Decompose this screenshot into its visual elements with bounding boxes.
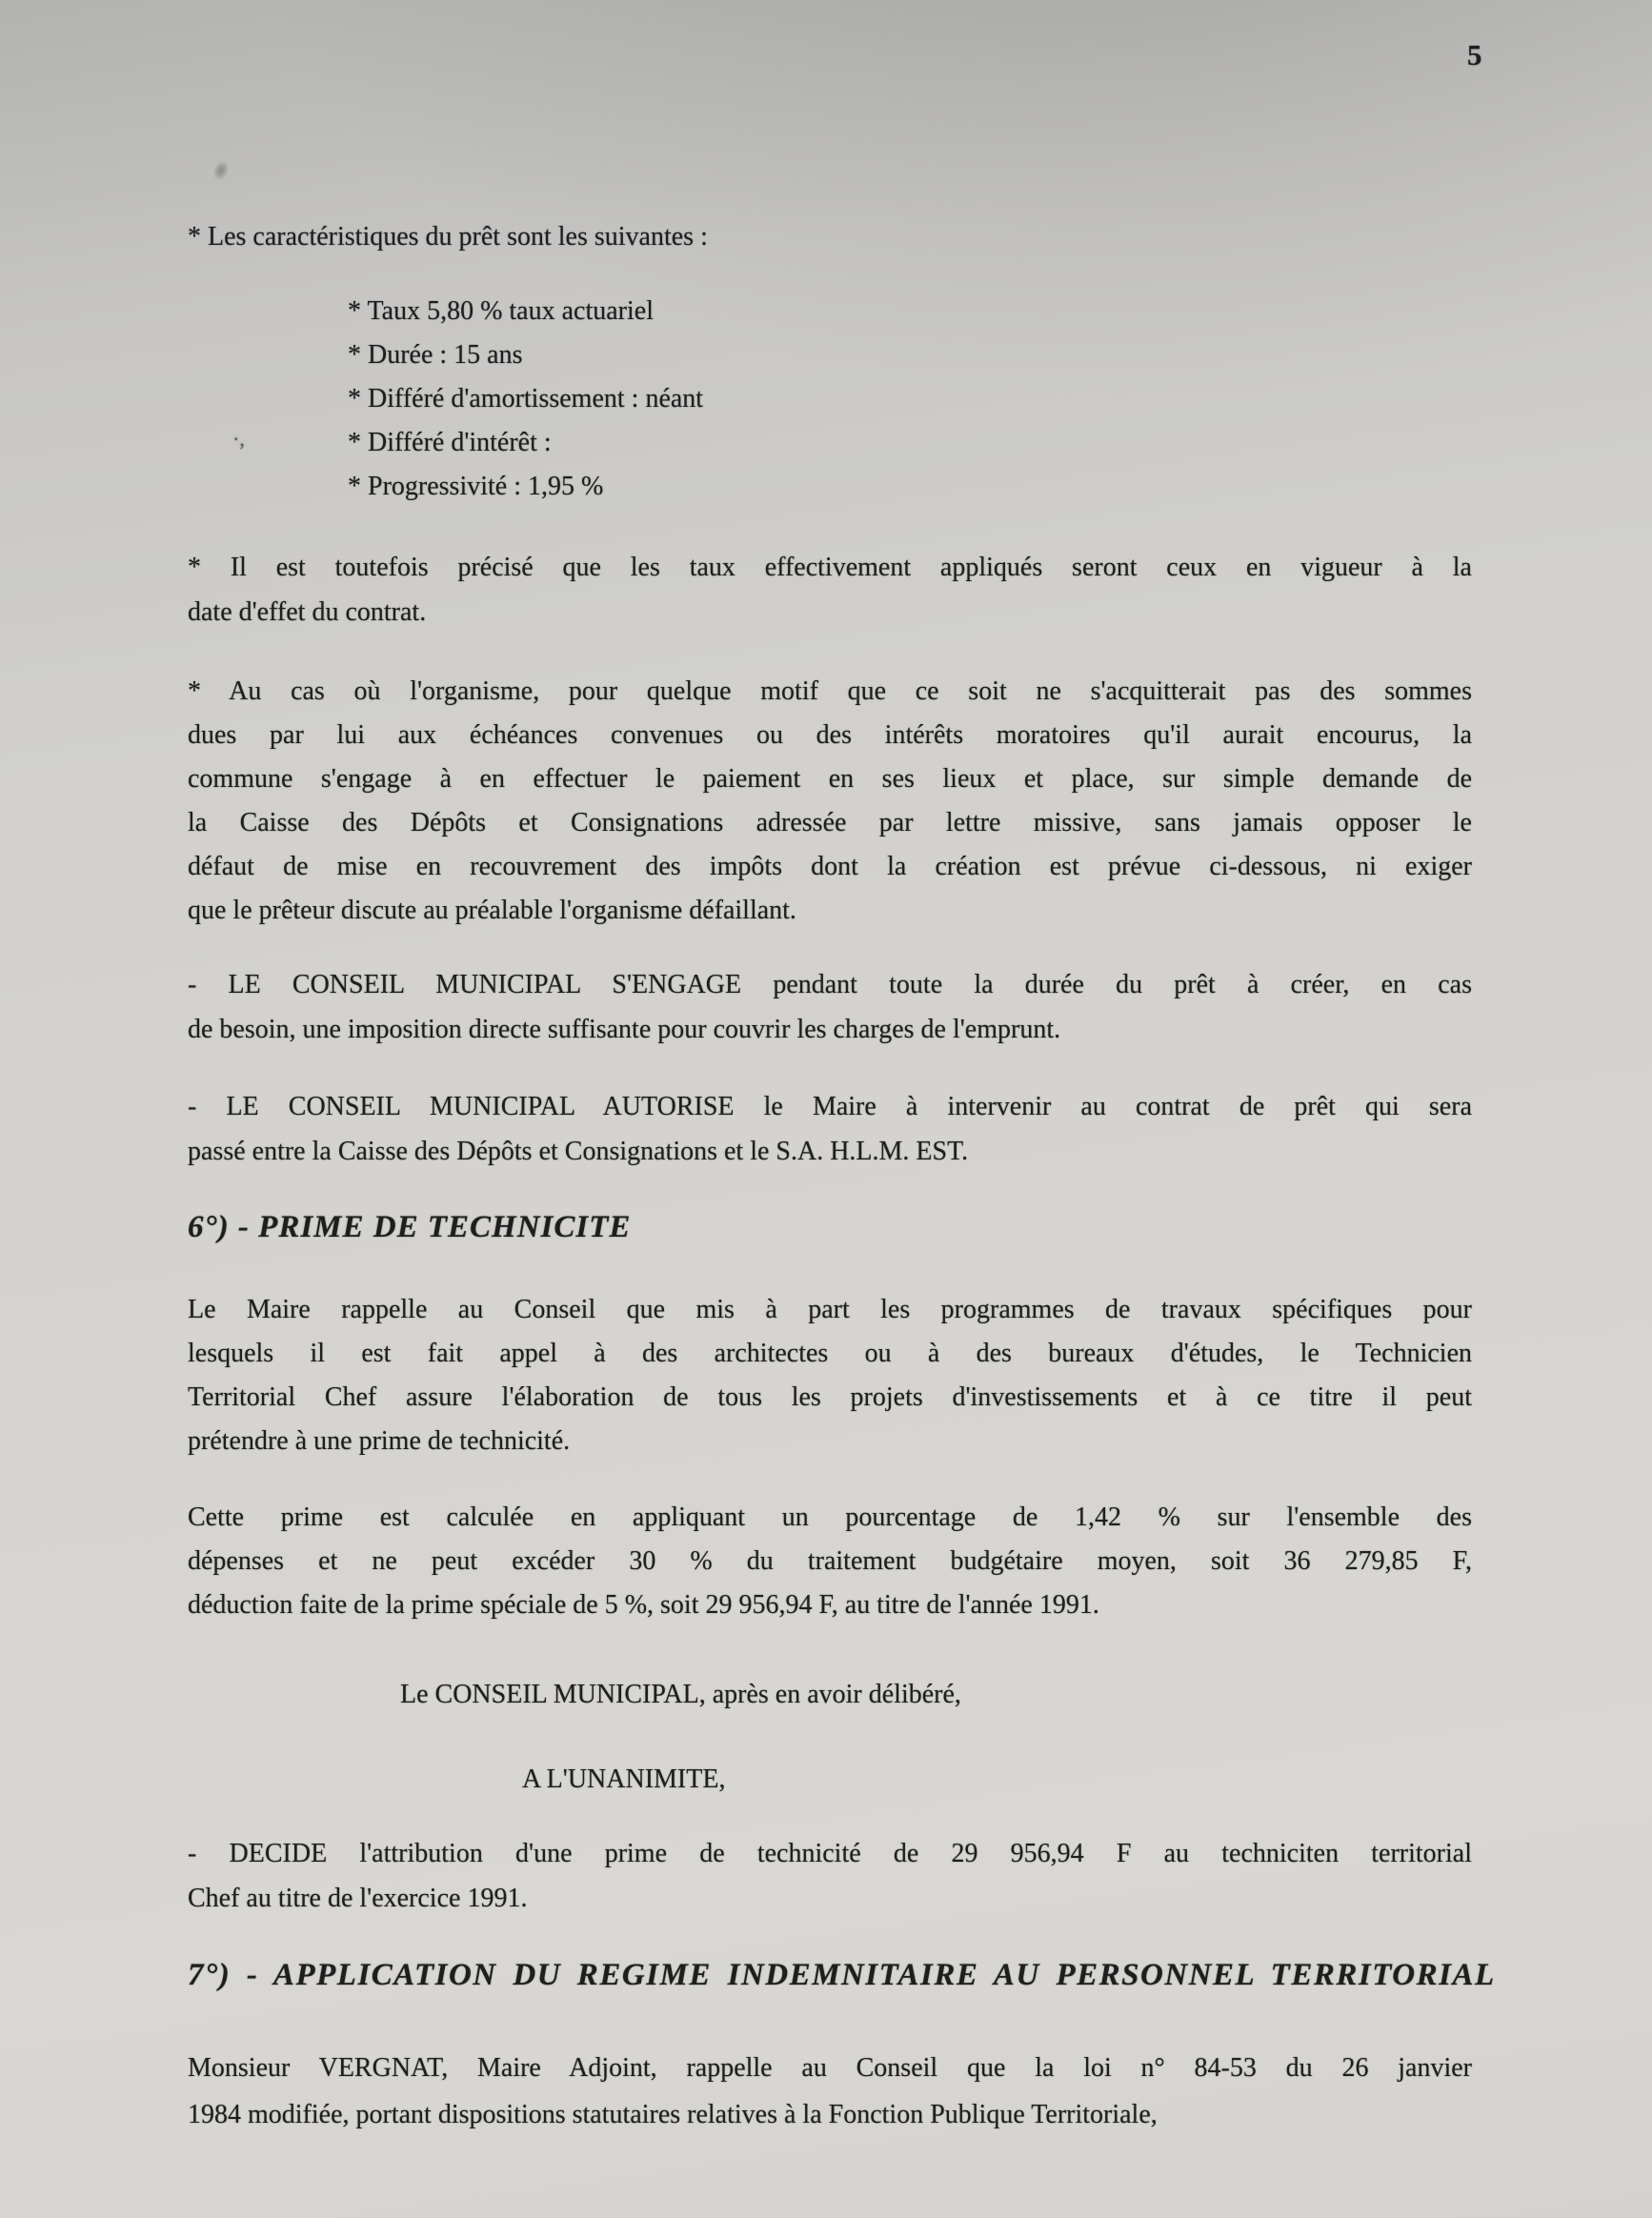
paragraph-vergnat (188, 2045, 1472, 2138)
paragraph-line: Territorial Chef assure l'élaboration de tous les projets d'investissements et à ce titre il peut (188, 1382, 1472, 1412)
paragraph-line: prétendre à une prime de technicité. (188, 1426, 571, 1456)
loan-term-item: * Différé d'amortissement : néant (348, 384, 704, 413)
paragraph-conseil-engage (188, 962, 1472, 1052)
paragraph-prime-intro (188, 1288, 1472, 1463)
loan-terms-list (188, 290, 1472, 509)
paragraph-decide (188, 1831, 1472, 1921)
paragraph-taux-effectifs (188, 545, 1472, 635)
scan-smudge (210, 158, 232, 184)
section-heading-regime-indemnitaire: 7°) - APPLICATION DU REGIME INDEMNITAIRE AU PERSONNEL TERRITORIAL (188, 1958, 1496, 1992)
page-number: 5 (1467, 38, 1483, 71)
paragraph-line: date d'effet du contrat. (188, 597, 427, 627)
paragraph-line: la Caisse des Dépôts et Consignations adressée par lettre missive, sans jamais opposer le (188, 808, 1472, 837)
paragraph-prime-calcul (188, 1496, 1472, 1627)
paragraph-line: Chef au titre de l'exercice 1991. (188, 1884, 528, 1913)
paragraph-line: déduction faite de la prime spéciale de 5 %, soit 29 956,94 F, au titre de l'année 1991. (188, 1590, 1099, 1620)
paragraph-line: - DECIDE l'attribution d'une prime de technicité de 29 956,94 F au techniciten territorial (188, 1839, 1472, 1868)
paragraph-line: défaut de mise en recouvrement des impôts dont la création est prévue ci-dessous, ni exiger (188, 852, 1472, 881)
deliberation-line: Le CONSEIL MUNICIPAL, après en avoir délibéré, (400, 1680, 961, 1709)
loan-term-item: * Progressivité : 1,95 % (348, 472, 604, 501)
unanimite-line: A L'UNANIMITE, (522, 1764, 726, 1794)
paragraph-line: - LE CONSEIL MUNICIPAL S'ENGAGE pendant toute la durée du prêt à créer, en cas (188, 970, 1472, 999)
paragraph-line: que le prêteur discute au préalable l'organisme défaillant. (188, 896, 796, 925)
paragraph-line: commune s'engage à en effectuer le paiement en ses lieux et place, sur simple demande de (188, 764, 1472, 794)
paragraph-line: passé entre la Caisse des Dépôts et Consignations et le S.A. H.L.M. EST. (188, 1137, 969, 1166)
paragraph-line: - LE CONSEIL MUNICIPAL AUTORISE le Maire à intervenir au contrat de prêt qui sera (188, 1092, 1472, 1121)
paragraph-line: dépenses et ne peut excéder 30 % du traitement budgétaire moyen, soit 36 279,85 F, (188, 1546, 1472, 1576)
paragraph-line: Cette prime est calculée en appliquant un pourcentage de 1,42 % sur l'ensemble des (188, 1502, 1472, 1532)
paragraph-line: de besoin, une imposition directe suffisante pour couvrir les charges de l'emprunt. (188, 1015, 1061, 1044)
loan-term-item: * Différé d'intérêt : (348, 428, 552, 457)
scan-speck: ·, (232, 427, 245, 451)
paragraph-line: * Au cas où l'organisme, pour quelque motif que ce soit ne s'acquitterait pas des sommes (188, 676, 1472, 706)
paragraph-conseil-autorise (188, 1084, 1472, 1174)
paragraph-line: * Il est toutefois précisé que les taux effectivement appliqués seront ceux en vigueur à la (188, 553, 1472, 582)
loan-term-item: * Durée : 15 ans (348, 340, 523, 370)
loan-term-item: * Taux 5,80 % taux actuariel (348, 296, 654, 326)
paragraph-au-cas (188, 670, 1472, 933)
section-heading-prime-technicite: 6°) - PRIME DE TECHNICITE (188, 1210, 632, 1244)
paragraph-line: dues par lui aux échéances convenues ou des intérêts moratoires qu'il aurait encourus, la (188, 720, 1472, 750)
intro-line: * Les caractéristiques du prêt sont les suivantes : (188, 222, 708, 252)
paragraph-line: Monsieur VERGNAT, Maire Adjoint, rappelle au Conseil que la loi n° 84-53 du 26 janvier (188, 2053, 1472, 2083)
paragraph-line: Le Maire rappelle au Conseil que mis à part les programmes de travaux spécifiques pour (188, 1295, 1472, 1324)
paragraph-line: 1984 modifiée, portant dispositions statutaires relatives à la Fonction Publique Territoriale, (188, 2100, 1158, 2129)
paragraph-line: lesquels il est fait appel à des architectes ou à des bureaux d'études, le Technicien (188, 1339, 1472, 1368)
